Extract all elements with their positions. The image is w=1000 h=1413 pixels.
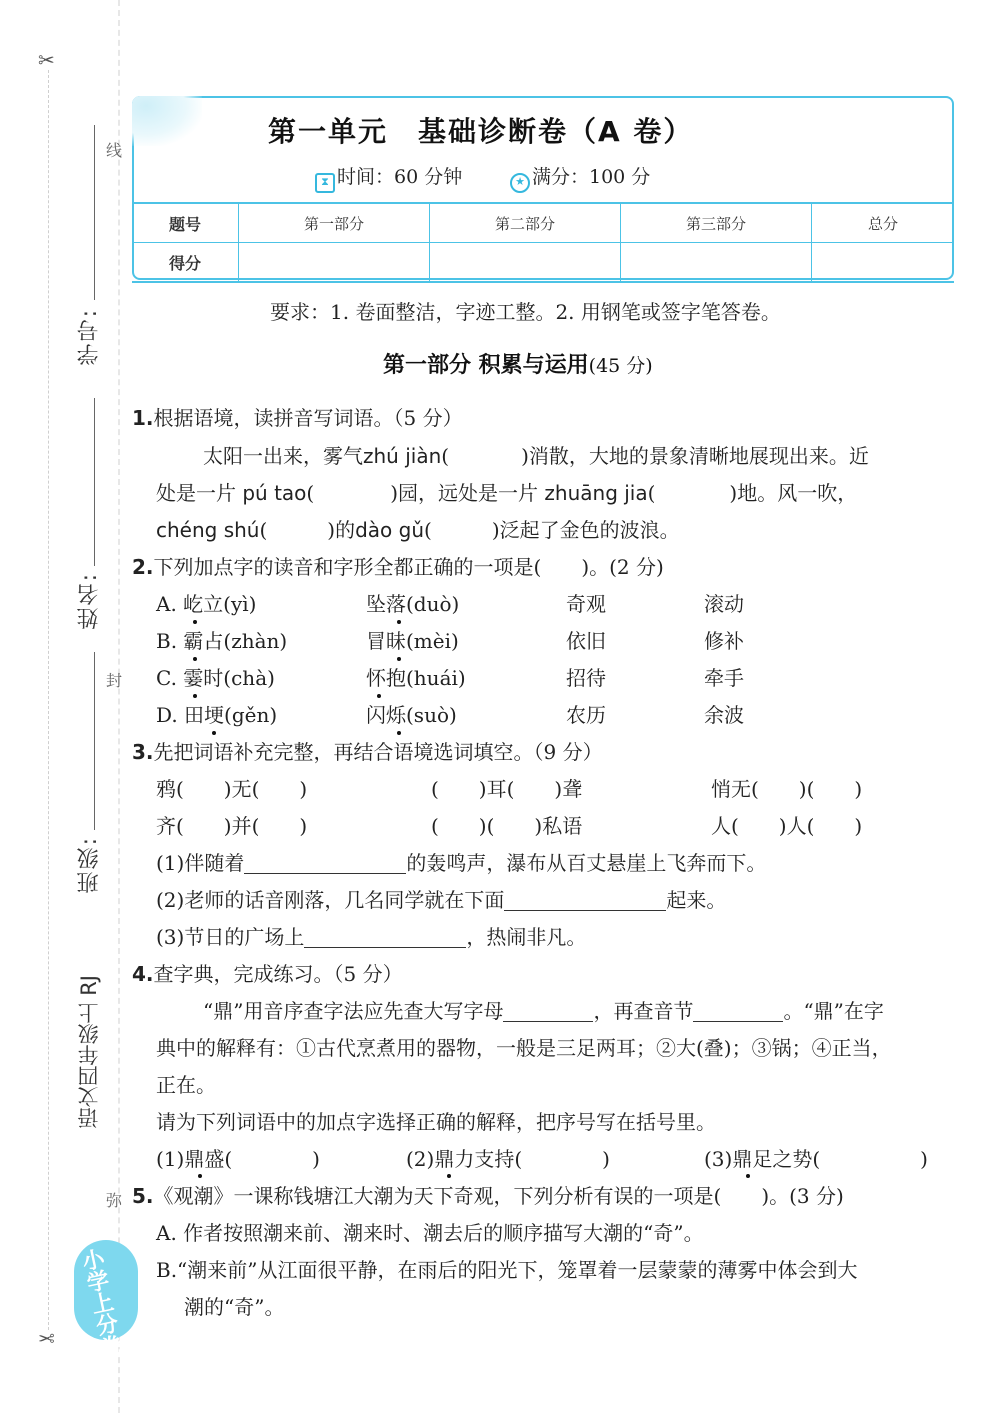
course-label: 语文四年级上 RJ (77, 975, 101, 1129)
text-span: (3)节日的广场上 (156, 925, 305, 949)
emphasis-dot (193, 694, 197, 698)
option-word: 农历 (566, 703, 606, 727)
part1-heading (383, 348, 653, 379)
emphasis-dot (397, 731, 401, 735)
scissors-icon: ✂ (38, 48, 55, 72)
idiom-fill[interactable]: 鸦( )无( ) (156, 777, 308, 801)
part1-title: 第一部分 积累与运用 (383, 353, 589, 378)
option-word: C. 霎时(chà) (156, 666, 275, 690)
text-span: 消散，大地的景象清晰地展现出来。近 (528, 444, 869, 468)
text-span: 泛起了金色的波浪。 (499, 518, 680, 542)
text-span: 太阳一出来，雾气 (203, 444, 363, 468)
q4-stem-text: 查字典，完成练习。（5 分） (153, 962, 403, 986)
pinyin: pú tao (242, 481, 307, 505)
emphasis-dot (377, 694, 381, 698)
table-header-cell: 第三部分 (621, 203, 812, 243)
q1-number: 1. (132, 406, 154, 430)
q5-option-b-line1[interactable]: B.“潮来前”从江面很平静，在雨后的阳光下，笼罩着一层蒙蒙的薄雾中体会到大 (156, 1258, 858, 1282)
table-header-cell: 总分 (812, 203, 955, 243)
emphasis-dot (193, 620, 197, 624)
q5-option-b-line2: 潮的“奇”。 (184, 1295, 285, 1319)
pinyin: zhú jiàn (363, 444, 442, 468)
class-label: 班级: (77, 836, 102, 894)
table-header-cell: 第一部分 (239, 203, 430, 243)
score-info (510, 162, 650, 193)
q4-line2: 典中的解释有：①古代烹煮用的器物，一般是三足两耳；②大(叠)；③锅；④正当， (156, 1036, 892, 1060)
fold-line (48, 70, 49, 1330)
table-row (132, 243, 954, 283)
q5-number: 5. (132, 1184, 154, 1208)
name-field[interactable] (94, 398, 95, 566)
answer-blank[interactable] (504, 890, 666, 911)
option-word: 余波 (704, 703, 744, 727)
full-score-text: 满分：100 分 (532, 166, 651, 188)
score-cell[interactable] (621, 243, 812, 283)
idiom-fill[interactable]: 人( )人( ) (711, 814, 863, 838)
text-span: ，热闹非凡。 (466, 925, 587, 949)
option-word: 怀抱(huái) (366, 666, 466, 690)
option-word: 依旧 (566, 629, 606, 653)
word-fill[interactable]: (3)鼎足之势( ) (704, 1147, 928, 1171)
answer-blank[interactable] (244, 853, 406, 874)
emphasis-dot (746, 1174, 750, 1178)
idiom-fill[interactable]: 齐( )并( ) (156, 814, 308, 838)
emphasis-dot (447, 1174, 451, 1178)
pinyin: zhuāng jia (544, 481, 648, 505)
emphasis-dot (397, 657, 401, 661)
text-span: 园，远处是一片 (398, 481, 539, 505)
scissors-icon: ✂ (38, 1326, 55, 1350)
class-field[interactable] (94, 652, 95, 830)
requirements: 要求：1. 卷面整洁，字迹工整。2. 用钢笔或签字笔答卷。 (270, 300, 781, 324)
q3-sentence2 (156, 884, 726, 913)
header-decoration (132, 96, 202, 146)
q3-stem-text: 先把词语补充完整，再结合语境选词填空。（9 分） (153, 740, 603, 764)
q3-number: 3. (132, 740, 154, 764)
text-span: ，再查音节 (593, 999, 694, 1023)
q2-number: 2. (132, 555, 154, 579)
score-cell[interactable] (812, 243, 955, 283)
text-span: 地。风一吹， (737, 481, 858, 505)
option-word: 修补 (704, 629, 744, 653)
q1-line3: chéng shú( )的dào gǔ( )泛起了金色的波浪。 (156, 518, 680, 542)
q3-stem (132, 736, 603, 765)
option-word: B. 霸占(zhàn) (156, 629, 288, 653)
option-word: D. 田埂(gěn) (156, 703, 278, 727)
margin-label-bind: 弥 (106, 1191, 123, 1210)
answer-blank[interactable] (693, 1001, 783, 1022)
q4-line3: 正在。 (156, 1073, 216, 1097)
hourglass-icon: ⧗ (315, 173, 335, 193)
medal-icon: ★ (510, 173, 530, 193)
score-cell[interactable] (239, 243, 430, 283)
q4-line1 (203, 995, 884, 1024)
time-text: 时间：60 分钟 (337, 166, 463, 188)
margin-label-seal: 封 (106, 671, 123, 690)
q5-option-a[interactable]: A. 作者按照潮来前、潮来时、潮去后的顺序描写大潮的“奇”。 (156, 1221, 704, 1245)
word-fill[interactable]: (1)鼎盛( ) (156, 1147, 320, 1171)
table-header-cell: 题号 (132, 203, 239, 243)
q3-sentence1 (156, 847, 766, 876)
time-info (315, 162, 462, 193)
score-cell[interactable] (430, 243, 621, 283)
option-word: 滚动 (704, 592, 744, 616)
score-table (132, 202, 954, 283)
option-word: 奇观 (566, 592, 606, 616)
text-span: 处是一片 (156, 481, 236, 505)
text-span: (2)老师的话音刚落，几名同学就在下面 (156, 888, 505, 912)
page-title: 第一单元 基础诊断卷（A 卷） (268, 115, 694, 148)
idiom-fill[interactable]: ( )耳( )聋 (431, 777, 583, 801)
table-header-cell: 第二部分 (430, 203, 621, 243)
name-label: 姓名: (77, 572, 102, 630)
text-span: 的轰鸣声，瀑布从百丈悬崖上飞奔而下。 (406, 851, 767, 875)
idiom-fill[interactable]: ( )( )私语 (431, 814, 583, 838)
text-span: “鼎”用音序查字法应先查大写字母 (203, 999, 504, 1023)
idiom-fill[interactable]: 悄无( )( ) (711, 777, 863, 801)
text-span: 的 (335, 518, 356, 542)
table-row (132, 203, 954, 243)
word-fill[interactable]: (2)鼎力支持( ) (406, 1147, 610, 1171)
option-word: 招待 (566, 666, 606, 690)
option-word: A. 屹立(yì) (156, 592, 257, 616)
option-word: 闪烁(suò) (366, 703, 457, 727)
text-span: 起来。 (666, 888, 727, 912)
q4-line4: 请为下列词语中的加点字选择正确的解释，把序号写在括号里。 (156, 1110, 716, 1134)
answer-blank[interactable] (503, 1001, 593, 1022)
pinyin: dào gǔ (355, 518, 425, 542)
q1-stem-text: 根据语境，读拼音写词语。（5 分） (153, 406, 463, 430)
text-span: (1)伴随着 (156, 851, 245, 875)
pinyin: chéng shú (156, 518, 260, 542)
q4-stem (132, 958, 403, 987)
emphasis-dot (193, 657, 197, 661)
margin-label-line: 线 (106, 141, 123, 160)
table-header-cell: 得分 (132, 243, 239, 283)
option-word: 冒昧(mèi) (366, 629, 459, 653)
q1-line1: 太阳一出来，雾气zhú jiàn( )消散，大地的景象清晰地展现出来。近 (203, 444, 869, 468)
emphasis-dot (198, 1174, 202, 1178)
emphasis-dot (212, 731, 216, 735)
answer-blank[interactable] (304, 927, 466, 948)
brand-logo: 小学上分卷 (76, 1246, 125, 1360)
part1-points: (45 分) (588, 355, 653, 377)
q2-stem-text: 下列加点字的读音和字形全都正确的一项是( )。(2 分) (153, 555, 664, 579)
q2-stem (132, 551, 664, 580)
q1-stem (132, 402, 463, 431)
q3-sentence3 (156, 921, 586, 950)
emphasis-dot (397, 620, 401, 624)
text-span: 。“鼎”在字 (783, 999, 884, 1023)
student-id-label: 学号: (77, 308, 102, 366)
q4-number: 4. (132, 962, 154, 986)
q5-stem (132, 1180, 844, 1209)
q1-line2: 处是一片 pú tao( )园，远处是一片 zhuāng jia( )地。风一吹， (156, 481, 858, 505)
option-word: 坠落(duò) (366, 592, 460, 616)
q5-stem-text: 《观潮》一课称钱塘江大潮为天下奇观，下列分析有误的一项是( )。(3 分) (153, 1184, 844, 1208)
option-word: 牵手 (704, 666, 744, 690)
student-id-field[interactable] (94, 125, 95, 300)
